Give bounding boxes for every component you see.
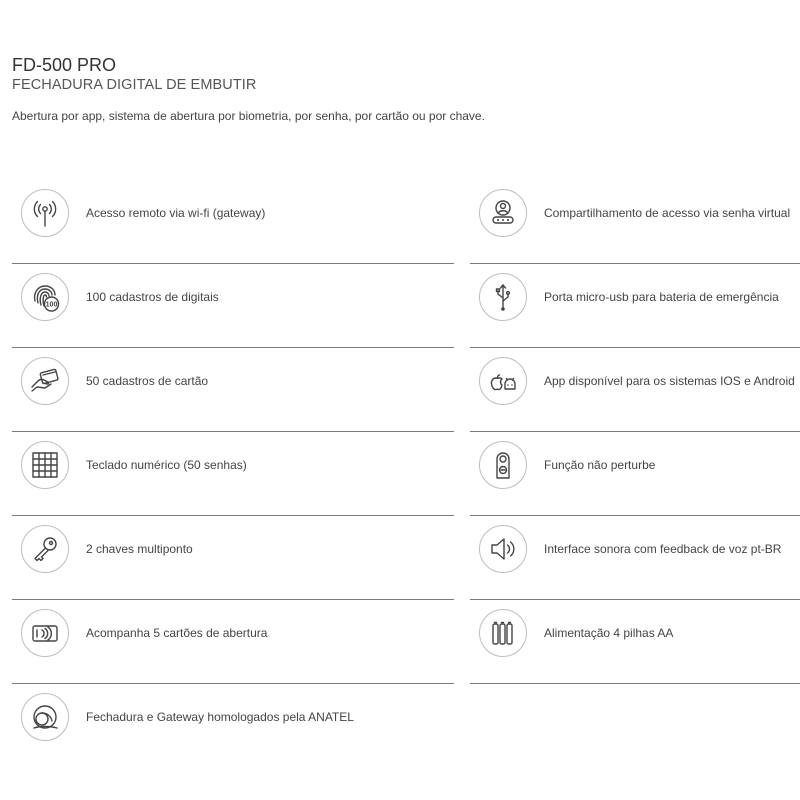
product-title: FD-500 PRO — [12, 55, 117, 75]
divider — [470, 683, 800, 684]
feature-item-dnd — [470, 432, 800, 516]
feature-label: Teclado numérico (50 senhas) — [86, 458, 247, 472]
svg-text:100: 100 — [45, 301, 58, 309]
feature-item-batteries — [470, 600, 800, 684]
feature-item-cards-included — [12, 600, 454, 684]
feature-item-anatel — [12, 684, 454, 768]
feature-item-app — [470, 348, 800, 432]
door-hanger-icon — [479, 441, 527, 489]
speaker-icon — [479, 525, 527, 573]
feature-item-fingerprint — [12, 264, 454, 348]
feature-label: 50 cadastros de cartão — [86, 374, 209, 388]
usb-icon — [479, 273, 527, 321]
feature-item-share — [470, 180, 800, 264]
feature-label: Alimentação 4 pilhas AA — [544, 626, 674, 640]
fingerprint-100-icon — [21, 273, 69, 321]
feature-item-keypad — [12, 432, 454, 516]
feature-item-voice — [470, 516, 800, 600]
hand-card-icon — [21, 357, 69, 405]
feature-label: 2 chaves multiponto — [86, 542, 193, 556]
feature-label: Acesso remoto via wi-fi (gateway) — [86, 206, 266, 220]
feature-label: Porta micro-usb para bateria de emergência — [544, 290, 779, 304]
product-subtitle: FECHADURA DIGITAL DE EMBUTIR — [12, 77, 257, 93]
feature-label: Fechadura e Gateway homologados pela ANATEL — [86, 710, 354, 724]
feature-label: 100 cadastros de digitais — [86, 290, 219, 304]
feature-item-usb — [470, 264, 800, 348]
key-icon — [21, 525, 69, 573]
wifi-antenna-icon — [21, 189, 69, 237]
feature-label: Interface sonora com feedback de voz pt-BR — [544, 542, 782, 556]
product-description: Abertura por app, sistema de abertura por biometria, por senha, por cartão ou por chave. — [12, 109, 485, 123]
feature-label: App disponível para os sistemas IOS e Android — [544, 374, 795, 388]
feature-item-wifi — [12, 180, 454, 264]
contactless-card-icon — [21, 609, 69, 657]
keypad-icon — [21, 441, 69, 489]
feature-item-keys — [12, 516, 454, 600]
apple-android-icon — [479, 357, 527, 405]
feature-item-card — [12, 348, 454, 432]
feature-label: Função não perturbe — [544, 458, 656, 472]
batteries-icon — [479, 609, 527, 657]
feature-label: Compartilhamento de acesso via senha virtual — [544, 206, 791, 220]
feature-label: Acompanha 5 cartões de abertura — [86, 626, 268, 640]
user-share-icon — [479, 189, 527, 237]
anatel-logo-icon — [21, 693, 69, 741]
